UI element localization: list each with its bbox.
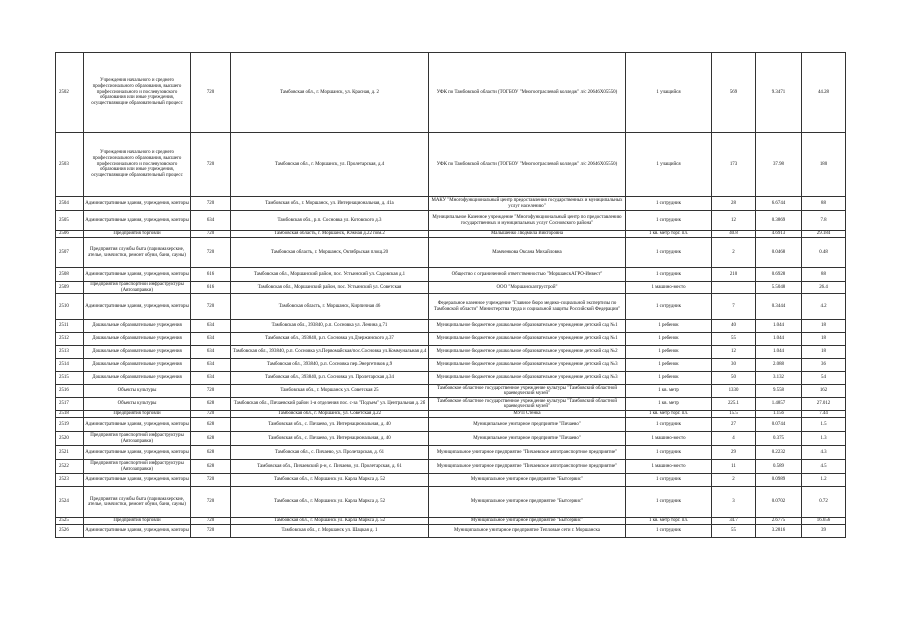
code-cell: 720: [191, 385, 231, 398]
quantity-cell: 55: [712, 333, 756, 346]
unit-cell: 1 кв. метр: [626, 398, 712, 411]
object-type: Административные здания, учреждения, конторы: [84, 197, 191, 211]
organization-cell: Тамбовское областное государственное учреждение культуры "Тамбовский областной краеведческий музей": [429, 398, 626, 411]
organization-cell: Муниципальное бюджетное дошкольное образовательное учреждение детский сад №3: [429, 372, 626, 385]
unit-cell: 1 кв. метр торг. пл.: [626, 231, 712, 238]
address-cell: Тамбовская обл., г. Моршанск ул. Карла Маркса д. 52: [231, 487, 429, 518]
quantity-cell: [712, 282, 756, 294]
organization-cell: Муниципальное бюджетное дошкольное образовательное учреждение детский сад №2: [429, 346, 626, 359]
row-number: 2517: [56, 398, 84, 411]
row-number: 2513: [56, 346, 84, 359]
organization-cell: МАКУ "Многофункциональный центр предоставления государственных и муниципальных услуг населению": [429, 197, 626, 211]
norm-cell: 0.2232: [756, 446, 802, 460]
code-cell: 634: [191, 346, 231, 359]
organization-cell: Муниципальное унитарное предприятие "Бытсервис": [429, 487, 626, 518]
code-cell: 720: [191, 197, 231, 211]
norm-cell: 0.589: [756, 460, 802, 474]
volume-cell: 0.48: [802, 238, 846, 268]
organization-cell: Тамбовское областное государственное учреждение культуры "Тамбовский областной краеведческий музей": [429, 385, 626, 398]
row-number: 2524: [56, 487, 84, 518]
table-row: [56, 525, 846, 538]
unit-cell: 1 ребенок: [626, 346, 712, 359]
quantity-cell: 569: [712, 53, 756, 133]
object-type: Административные здания, учреждения, конторы: [84, 446, 191, 460]
quantity-cell: 27: [712, 418, 756, 432]
organization-cell: Муниципальное унитарное предприятие Тепловые сети г. Моршанска: [429, 525, 626, 538]
object-type: Административные здания, учреждения, конторы: [84, 268, 191, 282]
object-type: Предприятия транспортной инфраструктуры (Автозаправки): [84, 282, 191, 294]
organization-cell: Муниципальное унитарное предприятие "Пичаево": [429, 432, 626, 446]
row-number: 2519: [56, 418, 84, 432]
norm-cell: 1.4857: [756, 398, 802, 411]
quantity-cell: 30: [712, 359, 756, 372]
row-number: 2511: [56, 320, 84, 333]
object-type: Учреждения начального и среднего профессионального образования, высшего профессионального и послевузовского образования или иные учреждения, осуществляющие образовательный процесс: [84, 133, 191, 197]
object-type: Предприятия службы быта (парикмахерские, ателье, химчистки, ремонт обуви, бани, сауны): [84, 238, 191, 268]
table-row: [56, 282, 846, 294]
code-cell: 634: [191, 333, 231, 346]
object-type: Дошкольные образовательные учреждения: [84, 333, 191, 346]
address-cell: Тамбовская обл., г. Моршанск ул. Карла Маркса д. 52: [231, 474, 429, 487]
address-cell: Тамбовская обл., г. Моршанск, ул. Красная, д. 2: [231, 53, 429, 133]
unit-cell: 1 сотрудник: [626, 418, 712, 432]
quantity-cell: 50: [712, 372, 756, 385]
unit-cell: 1 ребенок: [626, 320, 712, 333]
unit-cell: 1 учащийся: [626, 133, 712, 197]
volume-cell: 0.72: [802, 487, 846, 518]
code-cell: 720: [191, 525, 231, 538]
quantity-cell: 12: [712, 346, 756, 359]
object-type: Административные здания, учреждения, конторы: [84, 418, 191, 432]
row-number: 2525: [56, 518, 84, 525]
norm-cell: 2.6775: [756, 518, 802, 525]
table-row: [56, 487, 846, 518]
records-table-body: [56, 53, 846, 538]
code-cell: 720: [191, 411, 231, 418]
object-type: Предприятия торговли: [84, 231, 191, 238]
quantity-cell: 4: [712, 432, 756, 446]
volume-cell: 18: [802, 320, 846, 333]
table-row: [56, 432, 846, 446]
object-type: Предприятия торговли: [84, 518, 191, 525]
code-cell: 720: [191, 474, 231, 487]
address-cell: Тамбовская обл., с. Пичаево, ул. Интернациональная, д. 40: [231, 432, 429, 446]
table-row: [56, 474, 846, 487]
norm-cell: 0.0744: [756, 418, 802, 432]
organization-cell: Мамченкова Оксана Михайловна: [429, 238, 626, 268]
norm-cell: 0.0989: [756, 474, 802, 487]
object-type: Дошкольные образовательные учреждения: [84, 320, 191, 333]
code-cell: 628: [191, 446, 231, 460]
address-cell: Тамбовская обл., г. Моршанск ул. Карла Маркса д. 52: [231, 518, 429, 525]
volume-cell: 26.4: [802, 282, 846, 294]
volume-cell: 4.3: [802, 446, 846, 460]
address-cell: Тамбовская обл., 393840, р.п. Сосновка ул. Ленина д.71: [231, 320, 429, 333]
address-cell: Тамбовская обл., г. Моршанск, ул. Интернациональная, д. 41а: [231, 197, 429, 211]
address-cell: Тамбовская обл., р.п. Сосновка ул. Котовского д.3: [231, 211, 429, 231]
row-number: 2504: [56, 197, 84, 211]
address-cell: Тамбовская обл., 393840, р.п. Сосновка ул.Дзержинского д.37: [231, 333, 429, 346]
table-row: [56, 359, 846, 372]
row-number: 2510: [56, 294, 84, 320]
address-cell: Тамбовская обл., Пичаевский р-н, с. Пичаево, ул. Пролетарская, д. 61: [231, 460, 429, 474]
unit-cell: 1 сотрудник: [626, 294, 712, 320]
address-cell: Тамбовская обл., Пичаевский район 1-я отделения пос. с-за "Подъем" ул. Центральная д. 2б: [231, 398, 429, 411]
object-type: Дошкольные образовательные учреждения: [84, 359, 191, 372]
organization-cell: Муниципальное унитарное предприятие "Бытсервис": [429, 474, 626, 487]
address-cell: Тамбовская обл., с. Пичаево, ул. Интернациональная, д. 40: [231, 418, 429, 432]
row-number: 2518: [56, 411, 84, 418]
unit-cell: 1 сотрудник: [626, 487, 712, 518]
object-type: Административные здания, учреждения, конторы: [84, 211, 191, 231]
volume-cell: 162: [802, 385, 846, 398]
table-row: [56, 372, 846, 385]
norm-cell: 3.2816: [756, 525, 802, 538]
address-cell: Тамбовская обл., Моршанский район, пос. Устьинский ул. Садовская д.1: [231, 268, 429, 282]
organization-cell: Муниципальное унитарное предприятие "Пичаево": [429, 418, 626, 432]
table-row: [56, 133, 846, 197]
norm-cell: 9.558: [756, 385, 802, 398]
code-cell: 720: [191, 53, 231, 133]
address-cell: Тамбовская обл., г. Моршанск, ул. Пролетарская, д.4: [231, 133, 429, 197]
norm-cell: 3.132: [756, 372, 802, 385]
code-cell: 720: [191, 487, 231, 518]
records-table: [55, 52, 846, 538]
organization-cell: УФК по Тамбовской области (ТОГБОУ "Многоотраслевой колледж" л/с 20646Х05550): [429, 53, 626, 133]
organization-cell: МУП Стенка: [429, 411, 626, 418]
object-type: Предприятия службы быта (парикмахерские, ателье, химчистки, ремонт обуви, бани, сауны): [84, 487, 191, 518]
address-cell: Тамбовская область, г. Моршанск, Южная д.22 пом.2: [231, 231, 429, 238]
code-cell: 628: [191, 398, 231, 411]
row-number: 2507: [56, 238, 84, 268]
norm-cell: 1.044: [756, 333, 802, 346]
volume-cell: 27.012: [802, 398, 846, 411]
norm-cell: 1.156: [756, 411, 802, 418]
organization-cell: Муниципальное бюджетное дошкольное образовательное учреждение детский сад №1: [429, 333, 626, 346]
object-type: Дошкольные образовательные учреждения: [84, 372, 191, 385]
norm-cell: 0.3444: [756, 294, 802, 320]
quantity-cell: 12: [712, 211, 756, 231]
code-cell: 628: [191, 418, 231, 432]
volume-cell: 39: [802, 525, 846, 538]
row-number: 2503: [56, 133, 84, 197]
volume-cell: 1.5: [802, 418, 846, 432]
table-row: [56, 320, 846, 333]
quantity-cell: 2: [712, 474, 756, 487]
norm-cell: 0.375: [756, 432, 802, 446]
norm-cell: 5.5048: [756, 282, 802, 294]
volume-cell: 4.5: [802, 460, 846, 474]
row-number: 2506: [56, 231, 84, 238]
norm-cell: 1.044: [756, 346, 802, 359]
address-cell: Тамбовская обл., 393840, р.п. Сосновка ул.Первомайская/пос.Сосновка ул.Коммунальная д.4: [231, 346, 429, 359]
table-row: [56, 398, 846, 411]
row-number: 2515: [56, 372, 84, 385]
quantity-cell: 7: [712, 294, 756, 320]
object-type: Объекты культуры: [84, 385, 191, 398]
organization-cell: Муниципальное унитарное предприятие "Пичаевское автотранспортное предприятие": [429, 460, 626, 474]
row-number: 2520: [56, 432, 84, 446]
norm-cell: 0.3869: [756, 211, 802, 231]
code-cell: 720: [191, 294, 231, 320]
object-type: Административные здания, учреждения, конторы: [84, 474, 191, 487]
address-cell: Тамбовская обл., Моршанский район, пос. Устьинский ул. Советская: [231, 282, 429, 294]
code-cell: 634: [191, 372, 231, 385]
volume-cell: 88: [802, 268, 846, 282]
code-cell: 628: [191, 432, 231, 446]
volume-cell: 16.656: [802, 518, 846, 525]
code-cell: 634: [191, 211, 231, 231]
code-cell: 616: [191, 282, 231, 294]
object-type: Административные здания, учреждения, конторы: [84, 294, 191, 320]
row-number: 2502: [56, 53, 84, 133]
organization-cell: Общество с ограниченной ответственностью "МоршанскАГРО-Инвест": [429, 268, 626, 282]
table-row: [56, 268, 846, 282]
row-number: 2523: [56, 474, 84, 487]
table-row: [56, 346, 846, 359]
volume-cell: 54: [802, 372, 846, 385]
organization-cell: Муниципальное унитарное предприятие "Бытсервис": [429, 518, 626, 525]
organization-cell: Муниципальное унитарное предприятие "Пичаевское автотранспортное предприятие": [429, 446, 626, 460]
norm-cell: 9.3471: [756, 53, 802, 133]
row-number: 2514: [56, 359, 84, 372]
volume-cell: 1.3: [802, 432, 846, 446]
volume-cell: 7.8: [802, 211, 846, 231]
object-type: Административные здания, учреждения, конторы: [84, 525, 191, 538]
unit-cell: 1 машино-место: [626, 282, 712, 294]
volume-cell: 1.2: [802, 474, 846, 487]
table-row: [56, 211, 846, 231]
table-row: [56, 53, 846, 133]
volume-cell: 18: [802, 333, 846, 346]
table-row: [56, 411, 846, 418]
unit-cell: 1 кв. метр: [626, 385, 712, 398]
quantity-cell: 11: [712, 460, 756, 474]
address-cell: Тамбовская обл., г. Моршанск ул. Шацкая д. 1: [231, 525, 429, 538]
quantity-cell: 28: [712, 197, 756, 211]
unit-cell: 1 кв. метр торг. пл.: [626, 518, 712, 525]
organization-cell: Муниципальное Казенное учреждение "Многофункциональный центр по предоставлению государственных и муниципальных услуг Сосновского района": [429, 211, 626, 231]
norm-cell: 0.0702: [756, 487, 802, 518]
unit-cell: 1 сотрудник: [626, 238, 712, 268]
volume-cell: 44.28: [802, 53, 846, 133]
table-row: [56, 333, 846, 346]
quantity-cell: 1330: [712, 385, 756, 398]
quantity-cell: 225.1: [712, 398, 756, 411]
row-number: 2522: [56, 460, 84, 474]
row-number: 2508: [56, 268, 84, 282]
organization-cell: ООО "Моршансказтрустрой": [429, 282, 626, 294]
object-type: Предприятия торговли: [84, 411, 191, 418]
organization-cell: Федеральное казенное учреждение "Главное бюро медико-социальной экспертизы по Тамбовской области" Министерства труда и социальной защиты Российской Федерации": [429, 294, 626, 320]
unit-cell: 1 ребенок: [626, 372, 712, 385]
code-cell: 628: [191, 460, 231, 474]
row-number: 2505: [56, 211, 84, 231]
unit-cell: 1 ребенок: [626, 359, 712, 372]
table-row: [56, 446, 846, 460]
quantity-cell: 40: [712, 320, 756, 333]
quantity-cell: 34.7: [712, 518, 756, 525]
quantity-cell: 3: [712, 487, 756, 518]
organization-cell: УФК по Тамбовской области (ТОГБОУ "Многоотраслевой колледж" л/с 20646Х05550): [429, 133, 626, 197]
code-cell: 720: [191, 133, 231, 197]
code-cell: 634: [191, 359, 231, 372]
quantity-cell: 40.8: [712, 231, 756, 238]
norm-cell: 1.044: [756, 320, 802, 333]
code-cell: 720: [191, 231, 231, 238]
unit-cell: 1 сотрудник: [626, 525, 712, 538]
quantity-cell: 210: [712, 268, 756, 282]
table-row: [56, 231, 846, 238]
quantity-cell: 2: [712, 238, 756, 268]
norm-cell: 0.0468: [756, 238, 802, 268]
code-cell: 616: [191, 268, 231, 282]
object-type: Предприятия транспортной инфраструктуры (Автозаправки): [84, 460, 191, 474]
table-row: [56, 238, 846, 268]
unit-cell: 1 учащийся: [626, 53, 712, 133]
object-type: Объекты культуры: [84, 398, 191, 411]
code-cell: 634: [191, 320, 231, 333]
norm-cell: 37.98: [756, 133, 802, 197]
row-number: 2516: [56, 385, 84, 398]
address-cell: Тамбовская обл., 393840, р.п. Сосновка пер.Энергетиков д.9: [231, 359, 429, 372]
volume-cell: 4.2: [802, 294, 846, 320]
quantity-cell: 173: [712, 133, 756, 197]
address-cell: Тамбовская обл., г. Моршанск ул. Советская 25: [231, 385, 429, 398]
unit-cell: 1 сотрудник: [626, 474, 712, 487]
table-row: [56, 294, 846, 320]
quantity-cell: 15.5: [712, 411, 756, 418]
norm-cell: 2.088: [756, 359, 802, 372]
quantity-cell: 55: [712, 525, 756, 538]
object-type: Предприятия транспортной инфраструктуры (Автозаправки): [84, 432, 191, 446]
table-row: [56, 460, 846, 474]
unit-cell: 1 машино-место: [626, 432, 712, 446]
volume-cell: 29.184: [802, 231, 846, 238]
unit-cell: 1 сотрудник: [626, 268, 712, 282]
code-cell: 720: [191, 518, 231, 525]
address-cell: Тамбовская обл., с. Пичаево, ул. Пролетарская, д. 61: [231, 446, 429, 460]
norm-cell: 4.6913: [756, 231, 802, 238]
unit-cell: 1 сотрудник: [626, 197, 712, 211]
volume-cell: 180: [802, 133, 846, 197]
unit-cell: 1 кв. метр торг. пл.: [626, 411, 712, 418]
table-row: [56, 418, 846, 432]
unit-cell: 1 сотрудник: [626, 211, 712, 231]
row-number: 2512: [56, 333, 84, 346]
volume-cell: 18: [802, 346, 846, 359]
volume-cell: 7.44: [802, 411, 846, 418]
address-cell: Тамбовская обл., 393840, р.п. Сосновка ул. Пролетарская д.34: [231, 372, 429, 385]
unit-cell: 1 машино-место: [626, 460, 712, 474]
table-row: [56, 518, 846, 525]
row-number: 2521: [56, 446, 84, 460]
norm-cell: 0.6928: [756, 268, 802, 282]
address-cell: Тамбовская область, г. Моршанск, Кирпичная 46: [231, 294, 429, 320]
quantity-cell: 29: [712, 446, 756, 460]
row-number: 2526: [56, 525, 84, 538]
unit-cell: 1 сотрудник: [626, 446, 712, 460]
norm-cell: 6.6744: [756, 197, 802, 211]
address-cell: Тамбовская область, г. Моршанск, Октябрьская площ.20: [231, 238, 429, 268]
unit-cell: 1 ребенок: [626, 333, 712, 346]
organization-cell: Муниципальное бюджетное дошкольное образовательное учреждение детский сад №3: [429, 359, 626, 372]
volume-cell: 36: [802, 359, 846, 372]
address-cell: Тамбовская обл., г. Моршанск, ул. Советская д.22: [231, 411, 429, 418]
object-type: Дошкольные образовательные учреждения: [84, 346, 191, 359]
row-number: 2509: [56, 282, 84, 294]
document-page: [55, 52, 845, 538]
table-row: [56, 197, 846, 211]
volume-cell: 88: [802, 197, 846, 211]
table-row: [56, 385, 846, 398]
organization-cell: Муниципальное бюджетное дошкольное образовательное учреждение детский сад №1: [429, 320, 626, 333]
organization-cell: Малышенко Людмила Викторовна: [429, 231, 626, 238]
code-cell: 720: [191, 238, 231, 268]
object-type: Учреждения начального и среднего профессионального образования, высшего профессионального и послевузовского образования или иные учреждения, осуществляющие образовательный процесс: [84, 53, 191, 133]
